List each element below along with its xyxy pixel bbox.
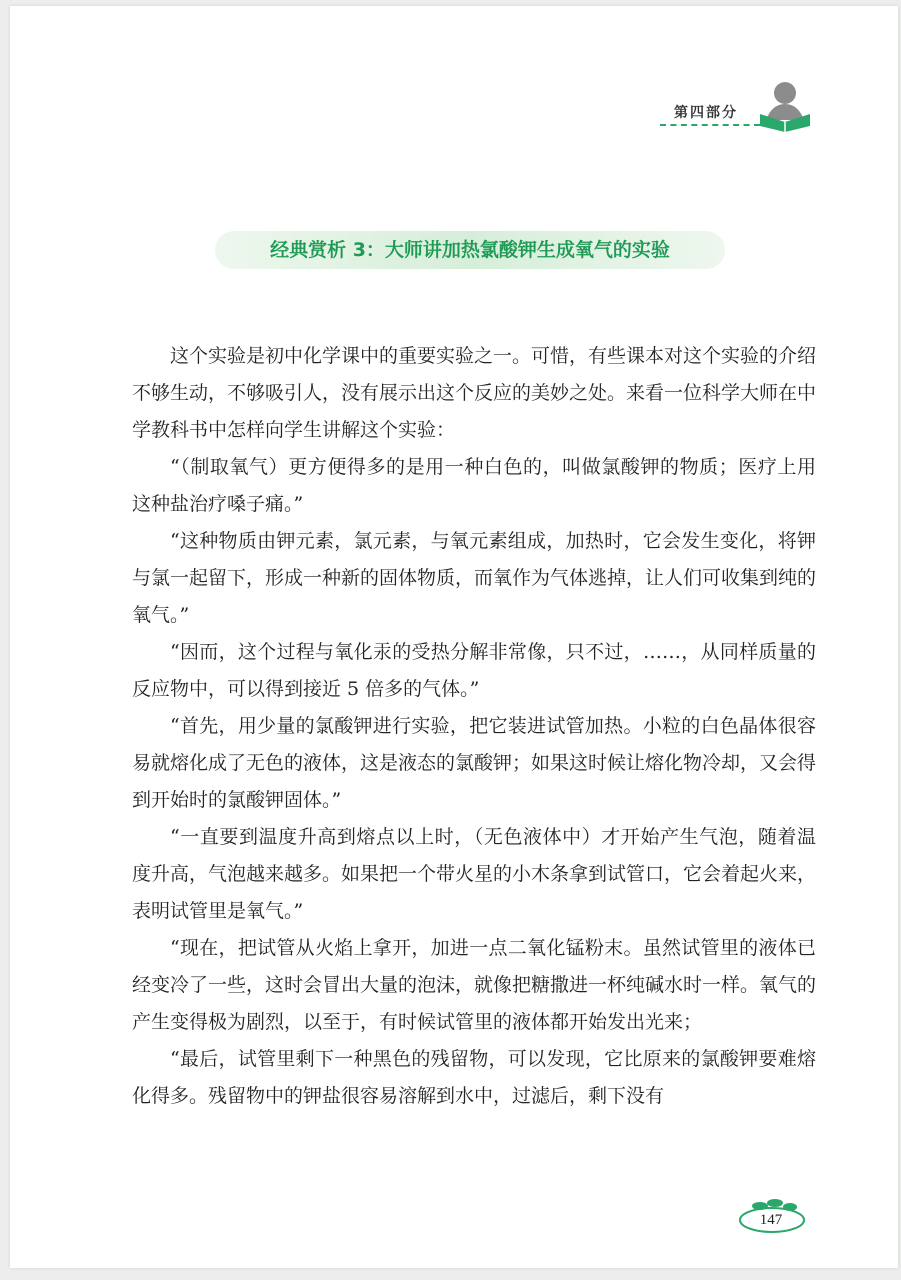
page-number: 147 xyxy=(759,1212,783,1228)
paragraph: “这种物质由钾元素，氯元素，与氧元素组成，加热时，它会发生变化，将钾与氯一起留下，形成一种新的固体物质，而氧作为气体逃掉，让人们可收集到纯的氧气。” xyxy=(132,530,817,626)
article-body xyxy=(132,338,816,1115)
paragraph: 这个实验是初中化学课中的重要实验之一。可惜，有些课本对这个实验的介绍不够生动，不够吸引人，没有展示出这个反应的美妙之处。来看一位科学大师在中学教科书中怎样向学生讲解这个实验： xyxy=(132,345,817,441)
page-number-badge xyxy=(738,1198,808,1238)
book-page xyxy=(10,6,898,1268)
paragraph: “（制取氧气）更方便得多的是用一种白色的，叫做氯酸钾的物质；医疗上用这种盐治疗嗓子痛。” xyxy=(132,456,816,515)
paragraph: “因而，这个过程与氧化汞的受热分解非常像，只不过，……，从同样质量的反应物中，可以得到接近 5 倍多的气体。” xyxy=(132,641,816,700)
paragraph: “最后，试管里剩下一种黑色的残留物，可以发现，它比原来的氯酸钾要难熔化得多。残留物中的钾盐很容易溶解到水中，过滤后，剩下没有 xyxy=(132,1048,816,1107)
title-banner xyxy=(215,231,725,269)
section-label: 第四部分 xyxy=(674,105,738,121)
header-divider xyxy=(660,124,760,126)
paragraph: “一直要到温度升高到熔点以上时，（无色液体中）才开始产生气泡，随着温度升高，气泡越来越多。如果把一个带火星的小木条拿到试管口，它会着起火来，表明试管里是氧气。” xyxy=(132,826,817,922)
article-title: 经典赏析 3：大师讲加热氯酸钾生成氧气的实验 xyxy=(270,239,670,261)
reader-book-icon xyxy=(758,80,812,132)
paragraph: “首先，用少量的氯酸钾进行实验，把它装进试管加热。小粒的白色晶体很容易就熔化成了无色的液体，这是液态的氯酸钾；如果这时候让熔化物冷却，又会得到开始时的氯酸钾固体。” xyxy=(132,715,817,811)
paragraph: “现在，把试管从火焰上拿开，加进一点二氧化锰粉末。虽然试管里的液体已经变冷了一些，这时会冒出大量的泡沫，就像把糖撒进一杯纯碱水时一样。氧气的产生变得极为剧烈，以至于，有时候试管里的液体都开始发出光来； xyxy=(132,937,817,1033)
